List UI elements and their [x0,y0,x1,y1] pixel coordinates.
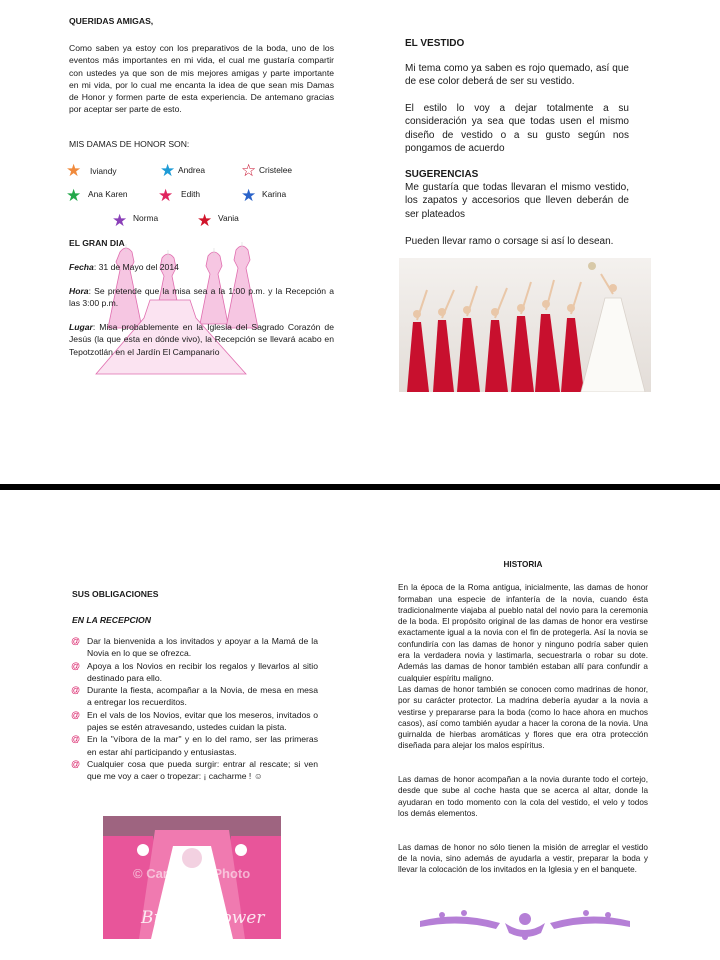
sugerencias-paragraph-2: Pueden llevar ramo o corsage si así lo desean. [405,236,614,247]
sugerencias-heading: SUGERENCIAS [405,169,479,180]
historia-heading: HISTORIA [503,560,543,569]
fecha-label: Fecha [69,262,94,272]
at-bullet-icon: @ [71,660,81,671]
vestido-heading: EL VESTIDO [405,38,465,49]
lugar-label: Lugar [69,322,93,332]
at-bullet-icon: @ [71,758,81,769]
at-bullet-icon: @ [71,636,81,646]
document-page-2 [0,490,720,960]
vestido-paragraph-1: Mi tema como ya saben es rojo quemado, así que de ese color deberá de ser su vestido. [405,63,629,88]
hora-value: : Se pretende que la misa sea a la 1:00 p.m. y la Recepción a las 3:00 p.m. [69,286,334,309]
at-bullet-icon: @ [71,734,81,745]
dama-name: Vania [218,213,239,223]
sugerencias-paragraph-1: Me gustaría que todas llevaran el mismo vestido, los zapatos y accesorios que lleven deberán de ser plateados [405,182,629,220]
image-watermark: © Can Stock Photo [133,866,251,881]
greeting: QUERIDAS AMIGAS, [69,16,154,26]
at-bullet-icon: @ [71,709,81,720]
lugar-value: : Misa probablemente en la Iglesia del Sagrado Corazón de Jesús (la que esta en dónde vivo), la Recepción se llevará acabo en Tepotzotlán en el Jardín El Campanario [69,322,334,357]
list-item: @ Durante la fiesta, acompañar a la Novia, de mesa en mesa a entregar los recuerditos. [71,685,318,708]
recepcion-heading: EN LA RECEPCION [72,615,151,625]
fecha-line [69,261,334,273]
image-caption: Bridal Shower [141,908,265,928]
list-item: @ Cualquier cosa que pueda surgir: entrar al rescate; si ven que me voy a caer o tropezar: ¡ cacharme ! ☺ [71,758,318,782]
star-icon: ★ [197,211,213,230]
fecha-value: : 31 de Mayo del 2014 [93,262,179,272]
historia-body [398,571,648,898]
list-item: @ Dar la bienvenida a los invitados y apoyar a la Mamá de la Novia en lo que se ofrezca. [71,636,318,659]
historia-paragraph-1: En la época de la Roma antigua, inicialmente, las damas de honor formaban una especie de infantería de la novia, cuando ésta tradicionalmente viajaba al pueblo natal del novio para la ceremonia de la boda. El propósito original de las damas de honor era vestirse exactamente igual a la novia con el fin de protegerla. Así la novia se confundiría con las damas de honor y ninguno podría saber quien era la verdadera novia y lastimarla, secuestrarla o robar su dote. Además las damas de honor también estaban allí para confundir a cualquier espíritu maligno. Las damas de honor también se conocen como madrinas de honor, por su carácter protector. La madrina debería ayudar a la novia a vestirse y prepararse para la boda (como lo hace ahora en muchos casos), así como también ayudar a hacer la corona de la novia. Una guirnalda de hierbas aromáticas y flores que era otra protección diseñada para alejar los malos espíritus. [398,583,648,751]
lugar-line [69,321,334,358]
damas-heading: MIS DAMAS DE HONOR SON: [69,139,190,149]
obligaciones-list [71,635,318,783]
star-icon: ★ [158,186,174,205]
historia-paragraph-3: Las damas de honor no sólo tienen la misión de arreglar el vestido de la novia, sino además de ayudarla a vestir, preparar la boda y llevar la colocación de los invitados en la Iglesia y en el banquete. [398,842,648,875]
list-item: @ En el vals de los Novios, evitar que los meseros, invitados o pajes se estén atravesando, ustedes cuidan la pista. [71,709,318,733]
dama-name: Norma [133,213,159,223]
star-outline-icon: ☆ [241,161,257,180]
star-icon: ★ [112,211,128,230]
bridal-shower-image [103,816,281,939]
star-icon: ★ [66,161,82,180]
obligaciones-heading: SUS OBLIGACIONES [72,589,159,599]
dama-name: Karina [262,189,287,199]
vestido-paragraph-2: El estilo lo voy a dejar totalmente a su consideración ya sea que todas usen el mismo diseño de vestido o a su gusto según nos pongamos de acuerdo [405,103,629,155]
gran-dia-heading: EL GRAN DIA [69,238,125,248]
dama-name: Iviandy [90,166,117,176]
historia-paragraph-2: Las damas de honor acompañan a la novia durante todo el cortejo, desde que sube al coche hasta que se acerca al altar, donde la ayudaran en todo momento con la cola del vestido, el velo y todos los demás elementos. [398,775,648,818]
hora-label: Hora [69,286,89,296]
dama-name: Ana Karen [88,189,128,199]
at-bullet-icon: @ [71,685,81,696]
dama-name: Cristelee [259,165,293,175]
star-icon: ★ [241,186,257,205]
dama-name: Andrea [178,165,206,175]
star-icon: ★ [160,161,176,180]
list-item: @ En la "víbora de la mar" y en lo del ramo, ser las primeras en estar ahí participando y entusiastas. [71,734,318,757]
lilac-ornament-divider [420,907,630,943]
hora-line [69,285,334,310]
dama-name: Edith [181,189,201,199]
list-item: @ Apoya a los Novios en recibir los regalos y llevarlos al sitio destinado para ello. [71,660,318,683]
intro-paragraph: Como saben ya estoy con los preparativos de la boda, uno de los eventos más importantes en mi vida, el cual me gustaría compartir con ustedes ya que son de mis mejores amigas y parte importante en mi vida, por lo cual me encanta la idea de que sean mis Damas de Honor y formen parte de esta experiencia. De antemano gracias por aceptar ser parte de esto. [69,43,334,115]
bridesmaids-photo [399,258,651,392]
star-icon: ★ [66,186,82,205]
